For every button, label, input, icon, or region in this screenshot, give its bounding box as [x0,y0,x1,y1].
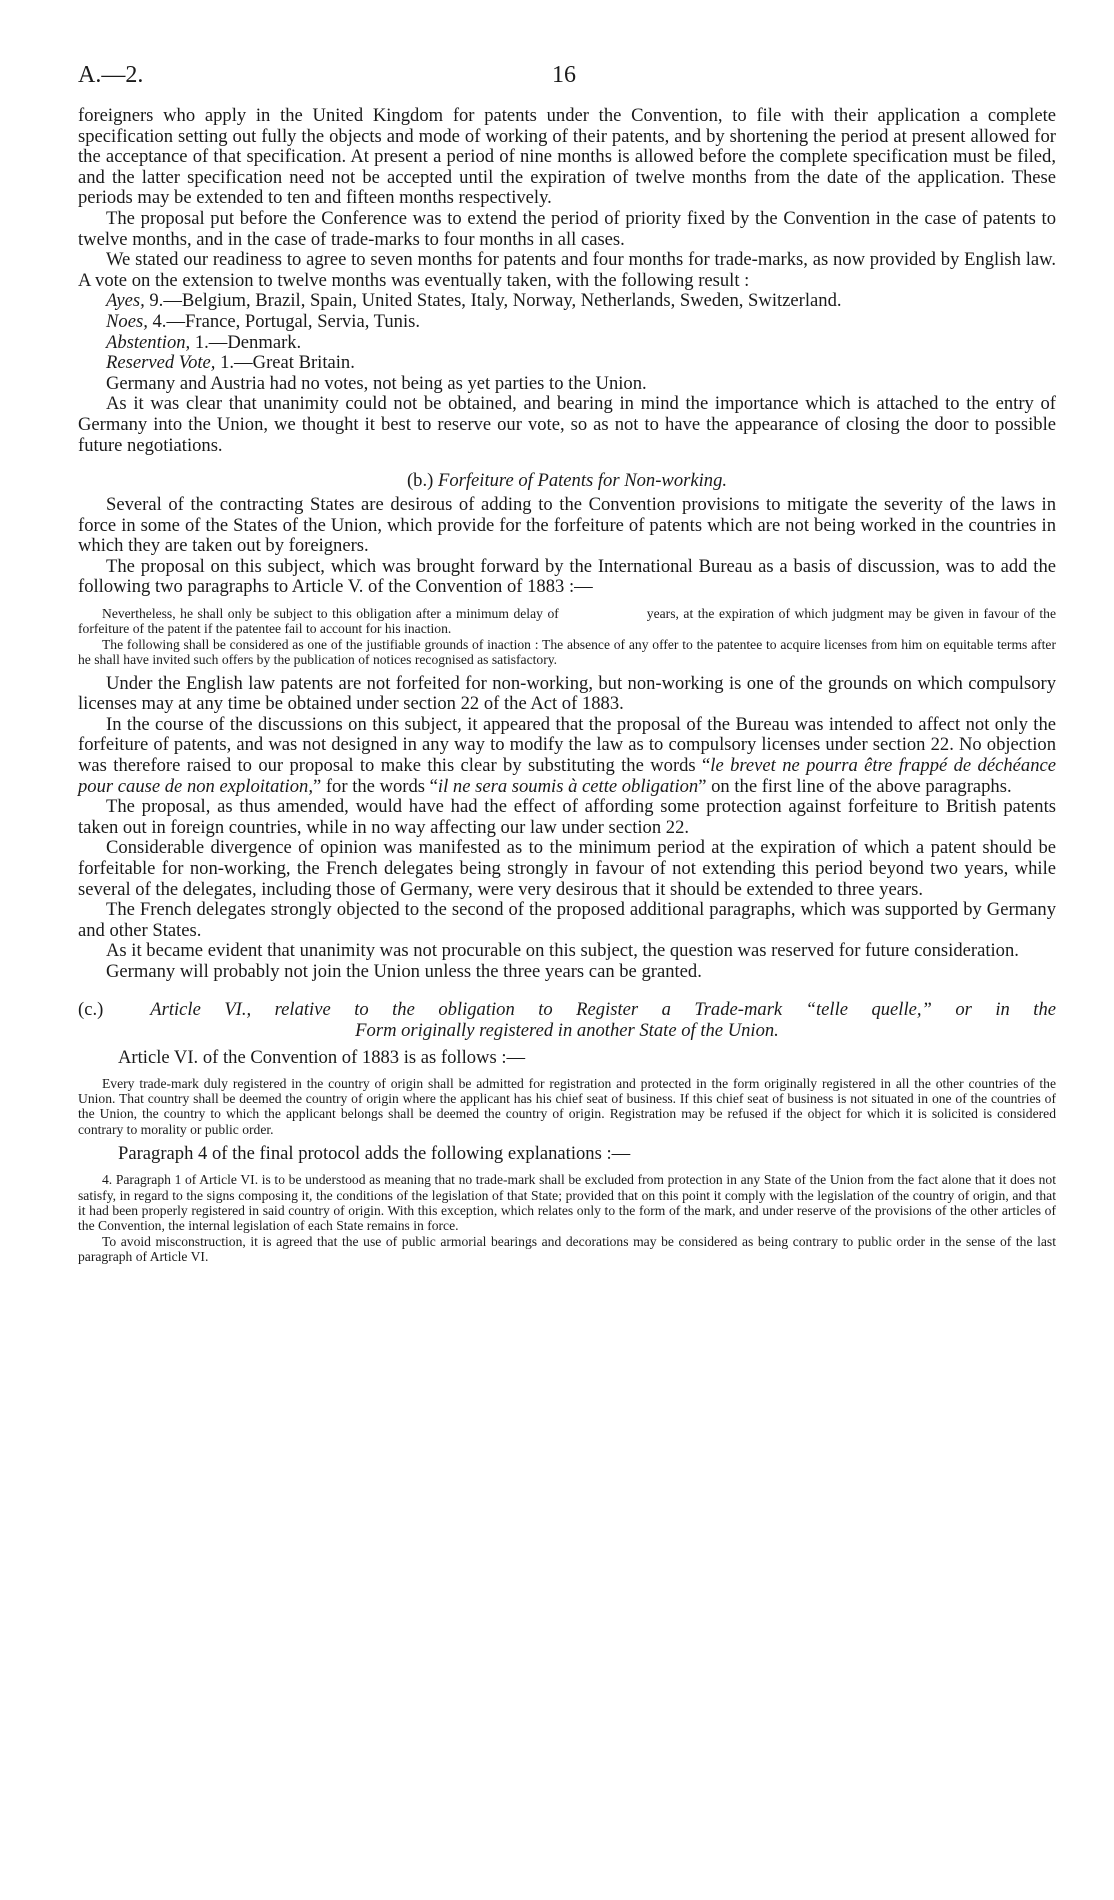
section-label: (c.) [78,998,104,1020]
quoted-paragraph: To avoid misconstruction, it is agreed that the use of public armorial bearings and decorations may be considered as being contrary to public order in the sense of the last paragraph of Article VI. [78,1233,1056,1265]
french-quote: il ne sera soumis à cette obligation [437,775,699,797]
vote-text: 4.—France, Portugal, Servia, Tunis. [147,310,421,332]
section-a [78,106,1056,456]
quoted-paragraph: 4. Paragraph 1 of Article VI. is to be understood as meaning that no trade-mark shall be excluded from protection in any State of the Union from the fact alone that it does not satisfy, in regard to the signs composing it, the conditions of the legislation of that State; provided that on this point it comply with the legislation of the country of origin, and that it had been properly registered in said country of origin. With this exception, which relates only to the form of the mark, and under reserve of the provisions of the other articles of the Convention, the internal legislation of each State remains in force. [78,1172,1056,1234]
paragraph: The proposal on this subject, which was brought forward by the International Bureau as a basis of discussion, was to add the following two paragraphs to Article V. of the Convention of 1883 :— [78,555,1056,598]
quoted-text [78,1172,1056,1264]
paragraph: As it became evident that unanimity was not procurable on this subject, the question was reserved for future consideration. [106,940,1019,962]
quote-part: Nevertheless, he shall only be subject to this obligation after a minimum delay of [102,606,559,622]
document-reference: A.—2. [78,62,144,88]
vote-reserved [78,353,1056,374]
paragraph: The proposal, as thus amended, would have had the effect of affording some protection against forfeiture to British patents taken out in foreign countries, while in no way affecting our law under section 22. [78,796,1056,838]
quoted-paragraph: The following shall be considered as one of the justifiable grounds of inaction : The absence of any offer to the patentee to acquire licenses from him on equitable terms after he shall have invited such offers by the publication of notices recognised as satisfactory. [78,636,1056,668]
vote-text: 1.—Denmark. [190,331,302,353]
paragraph: Germany and Austria had no votes, not being as yet parties to the Union. [106,372,647,394]
vote-text: 9.—Belgium, Brazil, Spain, United States, Italy, Norway, Netherlands, Sweden, Switzerland. [144,290,842,312]
paragraph: The proposal put before the Conference was to extend the period of priority fixed by the Convention in the case of patents to twelve months, and in the case of trade-marks to four months in all cases. [78,207,1056,250]
section-label: (b.) [406,470,434,492]
section-title-line [78,999,1056,1020]
paragraph: Under the English law patents are not forfeited for non-working, but non-working is one of the grounds on which compulsory licenses may at any time be obtained under section 22 of the Act of 1883. [78,672,1056,715]
section-c-heading [78,999,1056,1041]
vote-noes [78,312,1056,333]
document-page [78,62,1056,1271]
paragraph: Article VI. of the Convention of 1883 is as follows :— [118,1046,526,1068]
text-part: In the course of the discussions on this subject, it appeared that the proposal of the Bureau was intended to affect not only the forfeiture of patents, and was not designed in any way to modify the law as to compulsory licenses under section 22. No objection was therefore raised to our proposal to make this clear by substituting the words “ [78,713,1056,777]
paragraph: Germany will probably not join the Union unless the three years can be granted. [106,961,702,982]
vote-label: Reserved Vote, [106,352,216,374]
section-b-heading [78,470,1056,491]
text-part: ” for the words “ [312,775,438,797]
vote-abstention [78,333,1056,354]
paragraph: Paragraph 4 of the final protocol adds the following explanations :— [118,1143,631,1165]
quoted-text [78,1076,1056,1138]
quoted-paragraph [78,606,1056,637]
section-title: Forfeiture of Patents for Non-working. [437,470,728,492]
section-b [78,495,1056,983]
quoted-paragraph: Every trade-mark duly registered in the country of origin shall be admitted for registration and protected in the form originally registered in all the other countries of the Union. That country shall be deemed the country of origin where the applicant has his chief seat of business. If this chief seat of business is not situated in one of the countries of the Union, the country to which the applicant belongs shall be deemed the country of origin. Registration may be refused if the object for which it is solicited is considered contrary to morality or public order. [78,1075,1056,1137]
vote-label: Abstention, [106,331,191,353]
section-title-line: Form originally registered in another State of the Union. [355,1019,779,1041]
vote-label: Noes, [106,310,148,332]
page-number: 16 [552,62,576,88]
paragraph: Several of the contracting States are desirous of adding to the Convention provisions to mitigate the severity of the laws in force in some of the States of the Union, which provide for the forfeiture of patents which are not being worked in the countries in which they are taken out by foreigners. [78,494,1056,557]
page-header [78,62,1056,106]
vote-label: Ayes, [106,290,145,312]
quote-part: years, at the expiration of which judgment may be given in favour of the forfeiture of the patent if the patentee fail to account for his inaction. [78,606,1056,637]
paragraph [78,715,1056,797]
vote-ayes [78,291,1056,312]
quoted-text [78,606,1056,668]
paragraph: foreigners who apply in the United Kingdom for patents under the Convention, to file with their application a complete specification setting out fully the objects and mode of working of their patents, and by shortening the period at present allowed for the acceptance of that specification. At present a period of nine months is allowed before the complete specification must be filed, and the latter specification need not be accepted until the expiration of twelve months from the date of the application. These periods may be extended to ten and fifteen months respectively. [78,105,1056,209]
section-title: Article VI., relative to the obligation to Register a Trade-mark “telle quelle,” or in the [150,998,1057,1020]
vote-text: 1.—Great Britain. [215,352,355,374]
french-quote: le brevet ne pourra être frappé de déchéance pour cause de non exploitation, [78,755,1056,797]
paragraph: The French delegates strongly objected to the second of the proposed additional paragraphs, which was supported by Germany and other States. [78,899,1056,941]
paragraph: We stated our readiness to agree to seven months for patents and four months for trade-marks, as now provided by English law. A vote on the extension to twelve months was eventually taken, with the following result : [78,249,1056,291]
paragraph: Considerable divergence of opinion was manifested as to the minimum period at the expiration of which a patent should be forfeitable for non-working, the French delegates being strongly in favour of not extending this period beyond two years, while several of the delegates, including those of Germany, were very desirous that it should be extended to three years. [78,837,1056,900]
section-c [78,1047,1056,1265]
paragraph: As it was clear that unanimity could not be obtained, and bearing in mind the importance which is attached to the entry of Germany into the Union, we thought it best to reserve our vote, so as not to have the appearance of closing the door to possible future negotiations. [78,393,1056,456]
text-part: ” on the first line of the above paragraphs. [698,775,1012,797]
